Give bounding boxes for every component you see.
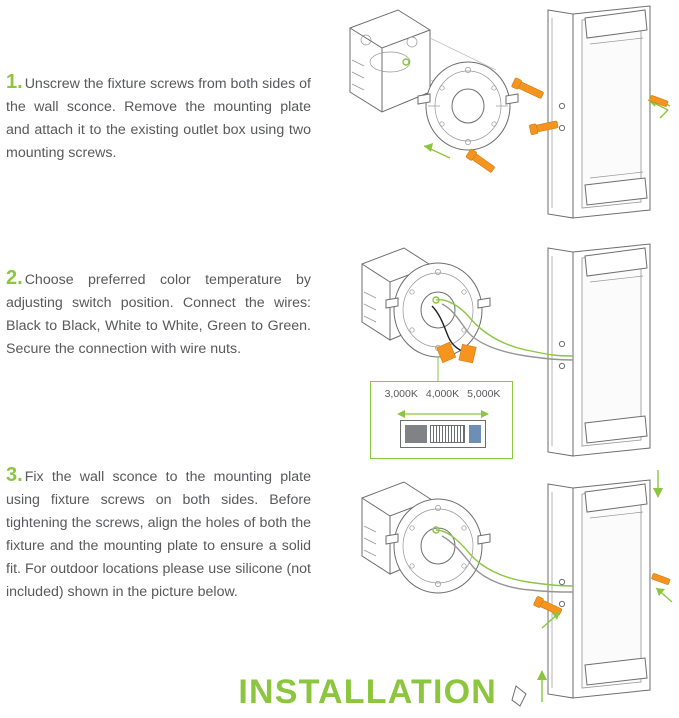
step-2-number: 2. (6, 267, 23, 289)
switch-slider[interactable] (405, 425, 427, 443)
step3-wall-sconce (573, 480, 650, 698)
step-1-text: Unscrew the fixture screws from both sides of the wall sconce. Remove the mounting plate and attach it to the existing outlet box using two mounting screws. (6, 76, 311, 161)
cct-callout (370, 381, 513, 459)
step1-backplate (548, 10, 573, 218)
step3-illustration (362, 470, 672, 706)
step1-illustration (350, 6, 670, 218)
step-3-text: Fix the wall sconce to the mounting plate using fixture screws on both sides. Before tightening the screws, align the holes of both the fixture and the mounting plate to ensure a solid fit. For outdoor locations please use silicone (not included) shown in the picture below. (6, 469, 311, 600)
switch-terminal (469, 425, 481, 443)
step-2-text: Choose preferred color temperature by adjusting switch position. Connect the wires: Black to Black, White to White, Green to Green. Secure the connection with wire nuts. (6, 272, 311, 357)
step-2-instruction (6, 268, 311, 361)
cct-range-arrow (397, 406, 489, 416)
step2-backplate (548, 248, 573, 456)
step-3-instruction (6, 465, 311, 604)
assembly-diagram (320, 0, 679, 718)
silicone-nozzle (512, 686, 526, 706)
step-1-number: 1. (6, 71, 23, 93)
cct-option-3000k: 3,000K (384, 388, 418, 400)
step1-wall-sconce (573, 6, 650, 218)
cct-option-4000k: 4,000K (425, 388, 460, 400)
cct-options (371, 388, 514, 400)
cct-dip-switch[interactable] (400, 420, 486, 448)
switch-track (430, 425, 465, 443)
step2-wall-sconce (573, 244, 650, 456)
step-3-number: 3. (6, 464, 23, 486)
step-1-instruction (6, 72, 311, 165)
page-title: INSTALLATION (238, 673, 497, 711)
cct-option-5000k: 5,000K (467, 388, 501, 400)
step1-mounting-plate (418, 62, 518, 150)
